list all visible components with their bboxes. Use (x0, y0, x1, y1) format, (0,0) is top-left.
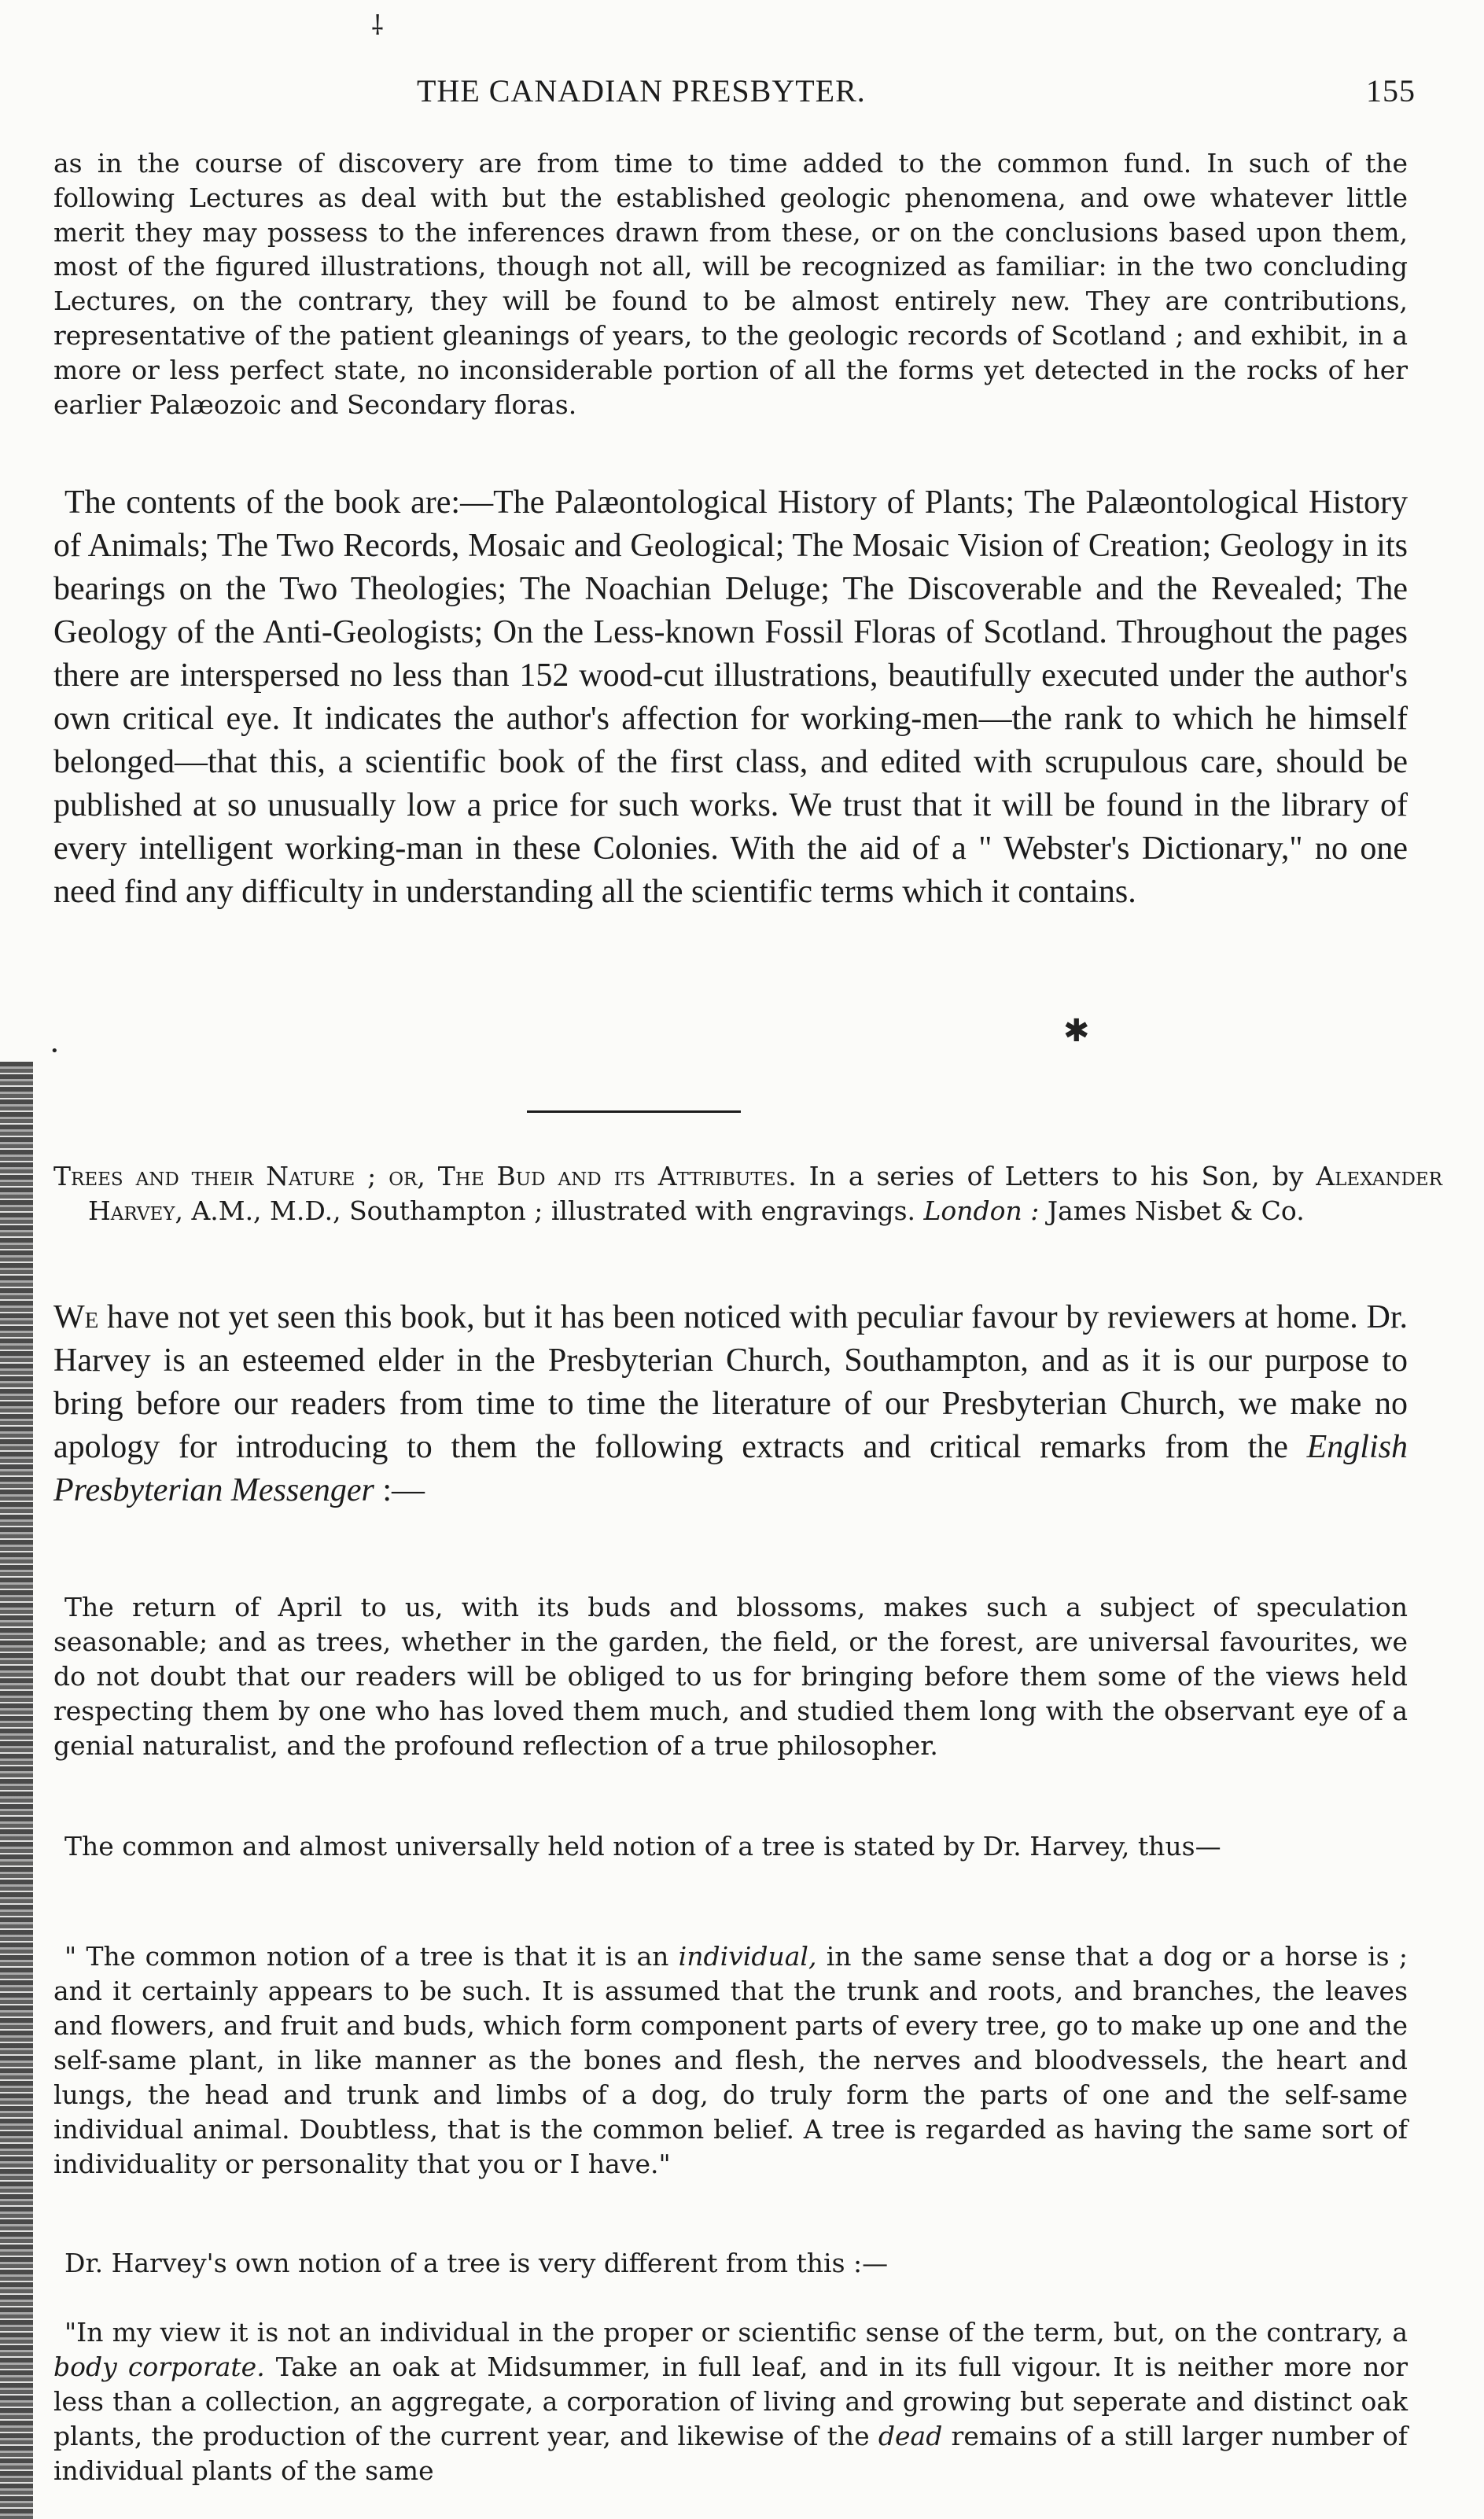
extract-paragraph-2: The common and almost universally held notion of a tree is stated by Dr. Harvey, thus— (64, 1831, 1221, 1862)
ink-dot: • (50, 1043, 59, 1059)
quote-2-before: "In my view it is not an individual in the proper or scientific sense of the term, but, on the contrary, a (64, 2317, 1408, 2348)
extract-paragraph-1: The return of April to us, with its buds and blossoms, makes such a subject of speculation seasonable; and as trees, whether in the garden, the field, or the forest, are universal favourites, we do not doubt that our readers will be obliged to us for bringing before them some of the views held respecting them by one who has loved them much, and studied them long with the observant eye of a genial naturalist, and the profound reflection of a true philosopher. (53, 1592, 1408, 1761)
quote-2-italic-2: dead (878, 2421, 943, 2451)
review-book-title: Trees and their Nature ; or, The Bud and its Attributes. (53, 1161, 797, 1191)
quote-2-italic-1: body corporate. (53, 2351, 265, 2382)
review-intro-closing: :— (374, 1472, 425, 1508)
quote-paragraph-1 (53, 1939, 1408, 2182)
extract-paragraph-3: Dr. Harvey's own notion of a tree is very different from this :— (64, 2248, 889, 2278)
ink-mark-asterisk: ✱ (1063, 1013, 1090, 1049)
intro-paragraph: as in the course of discovery are from time to time added to the common fund. In such of the following Lectures as deal with but the established geologic phenomena, and owe whatever little merit they may possess to the inferences drawn from these, or on the conclusions based upon them, most of the figured illustrations, though not all, will be recognized as familiar: in the two concluding Lectures, on the contrary, they will be found to be almost entirely new. They are contributions, representative of the patient gleanings of years, to the geologic records of Scotland ; and exhibit, in a more or less perfect state, no inconsiderable portion of all the forms yet detected in the rocks of her earlier Palæozoic and Secondary floras. (53, 148, 1408, 420)
review-intro-paragraph (53, 1296, 1408, 1512)
quote-2-middle: Take an oak at Midsummer, in full leaf, and in its full vigour. It is neither more nor less than a collection, an aggregate, a corporation of living and growing but seperate and distinct oak plants, the production of the current year, and likewise of the (53, 2351, 1408, 2451)
quote-1-before: " The common notion of a tree is that it is an (64, 1941, 679, 1972)
review-author: Alexander Harvey, (88, 1161, 1442, 1226)
review-intro-source: English Presbyterian Messenger (53, 1429, 1408, 1508)
page-binding-edge (0, 1062, 33, 2519)
review-intro-text: have not yet seen this book, but it has been noticed with peculiar favour by reviewers at home. Dr. Harvey is an esteemed elder in the Presbyterian Church, Southampton, and as it is our purpose to bring before our readers from time to time the literature of our Presbyterian Church, we make no apology for introducing to them the following extracts and critical remarks from the (53, 1299, 1408, 1465)
quote-2-after: remains of a still larger number of individual plants of the same (53, 2421, 1408, 2486)
review-place: London : (923, 1195, 1040, 1226)
review-intro-lead: We (53, 1299, 99, 1335)
page-title: THE CANADIAN PRESBYTER. (417, 73, 866, 109)
review-author-details: A.M., M.D., Southampton ; illustrated with engravings. (182, 1195, 924, 1226)
ink-mark-top: ⸸ (371, 10, 384, 42)
contents-paragraph: The contents of the book are:—The Palæontological History of Plants; The Palæontological History of Animals; The Two Records, Mosaic and Geological; The Mosaic Vision of Creation; Geology in its bearings on the Two Theologies; The Noachian Deluge; The Discoverable and the Revealed; The Geology of the Anti-Geologists; On the Less-known Fossil Floras of Scotland. Throughout the pages there are interspersed no less than 152 wood-cut illustrations, beautifully executed under the author's own critical eye. It indicates the author's affection for working-men—the rank to which he himself belonged—that this, a scientific book of the first class, and edited with scrupulous care, should be published at so unusually low a price for such works. We trust that it will be found in the library of every intelligent working-man in these Colonies. With the aid of a " Webster's Dictionary," no one need find any difficulty in understanding all the scientific terms which it contains. (53, 484, 1408, 910)
review-title-rest: In a series of Letters to his Son, by (796, 1161, 1316, 1191)
quote-paragraph-2 (53, 2315, 1408, 2488)
page-number: 155 (1366, 73, 1416, 109)
review-heading (53, 1159, 1442, 1228)
quote-1-italic: individual, (678, 1941, 817, 1972)
review-publisher: James Nisbet & Co. (1039, 1195, 1305, 1226)
quote-1-after: in the same sense that a dog or a horse is ; and it certainly appears to be such. It is assumed that the trunk and roots, and branches, the leaves and flowers, and fruit and buds, which form component parts of every tree, go to make up one and the self-same plant, in like manner as the bones and flesh, the nerves and bloodvessels, the heart and lungs, the head and trunk and limbs of a dog, do truly form the parts of one and the self-same individual animal. Doubtless, that is the common belief. A tree is regarded as having the same sort of individuality or personality that you or I have." (53, 1941, 1408, 2179)
section-divider (527, 1110, 741, 1113)
